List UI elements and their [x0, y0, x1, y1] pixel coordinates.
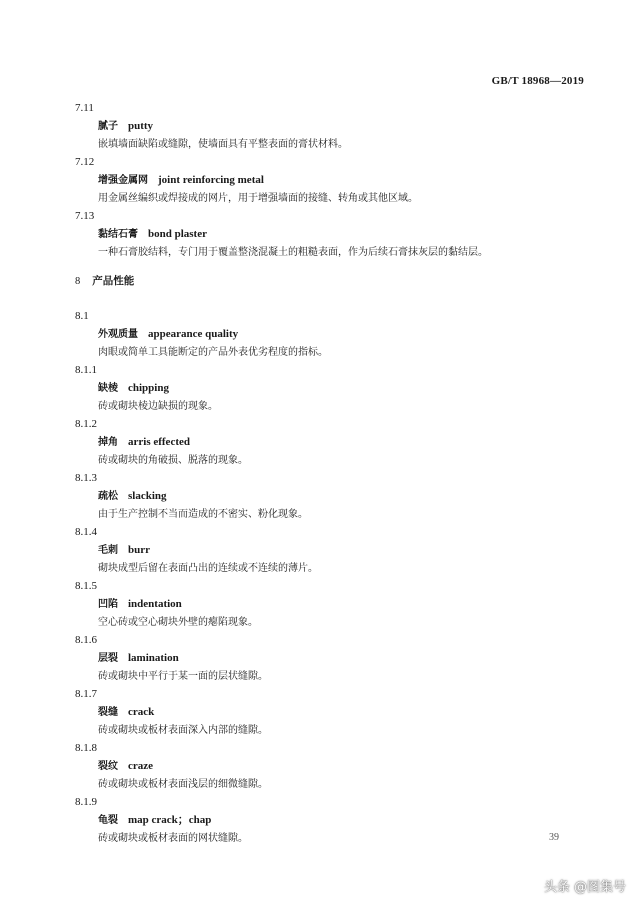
term-title [75, 381, 575, 399]
term-definition: 砖或砌块棱边缺损的现象。 [98, 401, 218, 412]
term-entry [75, 417, 575, 471]
term-chinese: 龟裂 [98, 815, 118, 826]
term-english: burr [128, 544, 150, 556]
section-heading [75, 274, 575, 289]
term-title [75, 489, 575, 507]
term-english: appearance quality [148, 328, 239, 340]
term-definition: 嵌填墙面缺陷或缝隙，使墙面具有平整表面的膏状材料。 [98, 139, 348, 150]
term-entry [75, 795, 575, 849]
clause-number: 8.1.4 [75, 526, 97, 538]
page-number: 39 [549, 832, 559, 843]
term-english: putty [128, 120, 154, 132]
clause-number: 8.1.7 [75, 688, 97, 700]
term-english: indentation [128, 598, 182, 610]
watermark: 头条 @图集号 [543, 880, 626, 895]
term-english: craze [128, 760, 154, 772]
term-chinese: 毛刺 [98, 545, 118, 556]
term-english: bond plaster [148, 228, 207, 240]
term-entry [75, 101, 575, 155]
term-chinese: 掉角 [98, 437, 118, 448]
entries-chapter-8 [75, 309, 575, 849]
term-english: map crack；chap [128, 814, 212, 826]
clause-number: 7.12 [75, 156, 95, 168]
clause-number: 8.1.1 [75, 364, 97, 376]
term-definition: 砖或砌块中平行于某一面的层状缝隙。 [98, 671, 268, 682]
term-title [75, 227, 575, 245]
term-definition: 砌块成型后留在表面凸出的连续或不连续的薄片。 [98, 563, 318, 574]
term-title [75, 813, 575, 831]
clause-number: 8.1.2 [75, 418, 97, 430]
term-chinese: 凹陷 [98, 599, 118, 610]
term-entry [75, 209, 575, 263]
term-chinese: 腻子 [98, 121, 118, 132]
term-chinese: 增强金属网 [98, 175, 148, 186]
clause-number: 8.1.3 [75, 472, 97, 484]
term-chinese: 层裂 [98, 653, 118, 664]
term-english: chipping [128, 382, 169, 394]
term-english: joint reinforcing metal [158, 174, 264, 186]
term-entry [75, 155, 575, 209]
clause-number: 8.1.6 [75, 634, 97, 646]
term-chinese: 缺棱 [98, 383, 118, 394]
clause-number: 7.13 [75, 210, 95, 222]
term-definition: 由于生产控制不当而造成的不密实、粉化现象。 [98, 509, 308, 520]
term-title [75, 435, 575, 453]
term-definition: 空心砖或空心砌块外壁的瘪陷现象。 [98, 617, 258, 628]
term-definition: 用金属丝编织或焊接成的网片，用于增强墙面的接缝、转角或其他区域。 [98, 193, 418, 204]
term-title [75, 759, 575, 777]
term-english: lamination [128, 652, 179, 664]
clause-number: 8.1.8 [75, 742, 97, 754]
clause-number: 8.1.9 [75, 796, 97, 808]
term-entry [75, 363, 575, 417]
term-english: crack [128, 706, 155, 718]
term-definition: 砖或砌块或板材表面的网状缝隙。 [98, 833, 248, 844]
term-chinese: 裂缝 [98, 707, 118, 718]
term-title [75, 327, 575, 345]
term-entry [75, 741, 575, 795]
clause-number: 8.1.5 [75, 580, 97, 592]
term-title [75, 119, 575, 137]
term-definition: 一种石膏胶结料，专门用于覆盖整浇混凝土的粗糙表面，作为后续石膏抹灰层的黏结层。 [98, 247, 488, 258]
term-title [75, 651, 575, 669]
term-chinese: 疏松 [98, 491, 118, 502]
term-entry [75, 309, 575, 363]
term-title [75, 173, 575, 191]
term-entry [75, 525, 575, 579]
document-body [75, 101, 575, 849]
term-chinese: 黏结石膏 [98, 229, 138, 240]
clause-number: 7.11 [75, 102, 94, 114]
entries-chapter-7 [75, 101, 575, 263]
term-definition: 肉眼或简单工具能断定的产品外表优劣程度的指标。 [98, 347, 328, 358]
section-number: 8 [75, 276, 81, 287]
term-chinese: 外观质量 [98, 329, 138, 340]
term-title [75, 705, 575, 723]
term-definition: 砖或砌块的角破损、脱落的现象。 [98, 455, 248, 466]
term-entry [75, 471, 575, 525]
term-definition: 砖或砌块或板材表面深入内部的缝隙。 [98, 725, 268, 736]
standard-code: GB/T 18968—2019 [491, 75, 584, 87]
term-definition: 砖或砌块或板材表面浅层的细微缝隙。 [98, 779, 268, 790]
section-title: 产品性能 [92, 275, 135, 287]
term-chinese: 裂纹 [98, 761, 118, 772]
term-entry [75, 633, 575, 687]
term-english: arris effected [128, 436, 190, 448]
term-title [75, 543, 575, 561]
term-entry [75, 687, 575, 741]
clause-number: 8.1 [75, 310, 89, 322]
term-entry [75, 579, 575, 633]
term-english: slacking [128, 490, 167, 502]
term-title [75, 597, 575, 615]
